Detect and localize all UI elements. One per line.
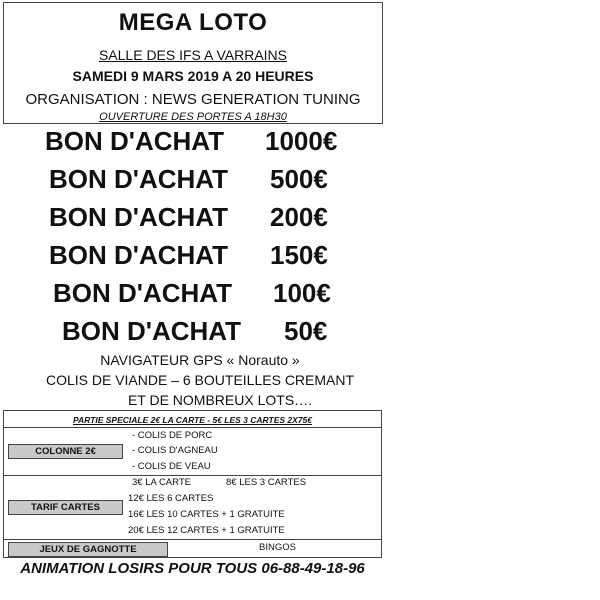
prize-row [0,316,400,353]
gagnotte-label: JEUX DE GAGNOTTE [8,542,168,557]
prize-value: 100€ [273,278,331,308]
special-game: PARTIE SPECIALE 2€ LA CARTE - 5€ LES 3 CARTES 2X75€ [72,415,313,425]
cartes-label: TARIF CARTES [8,500,123,515]
carte-price: 3€ LA CARTE [132,477,191,488]
extra-gps: NAVIGATEUR GPS « Norauto » [100,352,300,368]
carte-price: 8€ LES 3 CARTES [226,477,307,488]
extra-colis: COLIS DE VIANDE – 6 BOUTEILLES CREMANT [45,372,355,388]
colonne-label: COLONNE 2€ [8,444,123,459]
carte-price: 12€ LES 6 CARTES [128,493,214,504]
prize-label: BON D'ACHAT [49,164,229,194]
organisation: ORGANISATION : NEWS GENERATION TUNING [25,91,361,108]
prize-row [0,164,400,201]
colonne-item: - COLIS D'AGNEAU [132,445,218,456]
prize-label: BON D'ACHAT [49,240,229,270]
carte-price: 20€ LES 12 CARTES + 1 GRATUITE [128,525,285,536]
event-date: SAMEDI 9 MARS 2019 A 20 HEURES [72,68,314,84]
divider [4,475,381,476]
colonne-item: - COLIS DE PORC [132,430,213,441]
prize-label: BON D'ACHAT [49,202,229,232]
header-box [3,2,383,124]
prize-value: 50€ [284,316,328,346]
doors-open: OUVERTURE DES PORTES A 18H30 [99,111,287,123]
prize-value: 500€ [270,164,328,194]
prize-value: 150€ [270,240,328,270]
bingos-label: BINGOS [259,542,296,553]
prize-label: BON D'ACHAT [62,316,242,346]
divider [4,539,381,540]
prize-label: BON D'ACHAT [53,278,233,308]
colonne-item: - COLIS DE VEAU [132,461,211,472]
extra-lots: ET DE NOMBREUX LOTS…. [127,392,313,408]
carte-price: 16€ LES 10 CARTES + 1 GRATUITE [128,509,285,520]
prize-row [0,126,400,163]
prize-row [0,278,400,315]
prize-row [0,202,400,239]
divider [4,427,381,428]
prize-row [0,240,400,277]
event-title: MEGA LOTO [118,9,268,36]
tarif-table [3,410,382,558]
prize-value: 200€ [270,202,328,232]
footer-animation: ANIMATION LOSIRS POUR TOUS 06-88-49-18-96 [20,560,365,577]
prize-label: BON D'ACHAT [45,126,225,156]
prize-value: 1000€ [265,126,338,156]
venue: SALLE DES IFS A VARRAINS [98,47,288,63]
